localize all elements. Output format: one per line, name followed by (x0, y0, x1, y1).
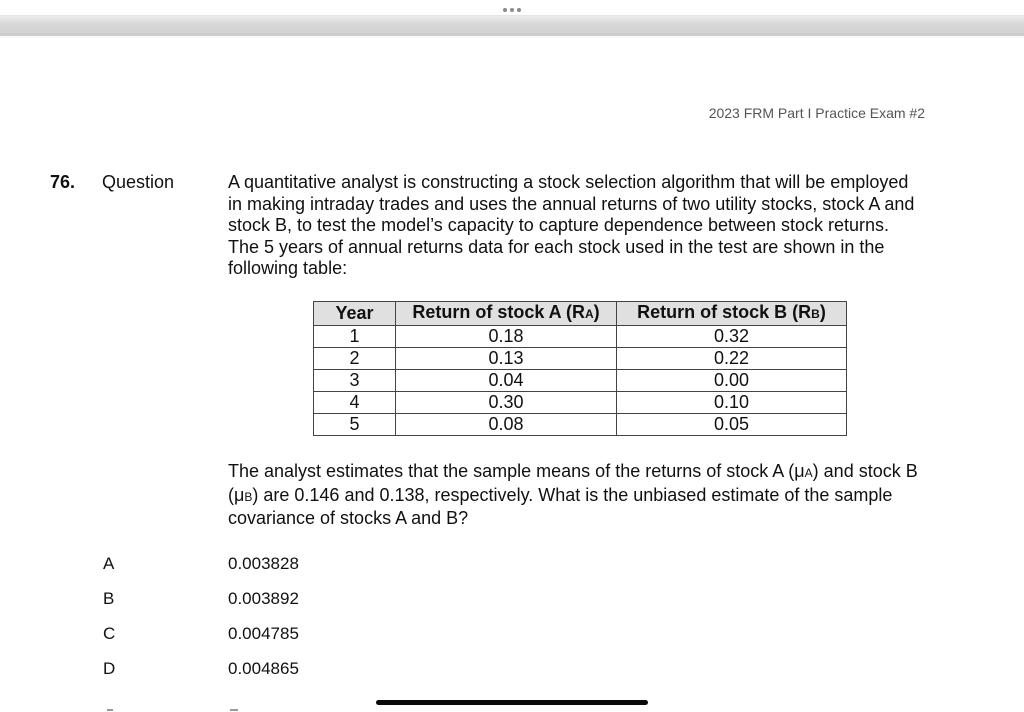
cell-year: 5 (314, 414, 396, 436)
option-a-letter[interactable]: A (103, 554, 115, 573)
table-row (314, 348, 847, 370)
table-row (314, 326, 847, 348)
cell-return-b: 0.32 (617, 326, 847, 348)
table-row (314, 370, 847, 392)
question-followup (228, 461, 948, 530)
dot (517, 8, 521, 12)
option-c-letter[interactable]: C (103, 624, 116, 643)
question-label: Question (102, 172, 175, 192)
dot (510, 8, 514, 12)
cell-return-a: 0.08 (396, 414, 617, 436)
option-b-letter[interactable]: B (103, 589, 115, 608)
cut-off-text-fragment (107, 709, 113, 711)
option-d-letter[interactable]: D (103, 659, 116, 678)
cell-return-a: 0.13 (396, 348, 617, 370)
header-return-b-close: ) (819, 302, 826, 322)
table-row (314, 414, 847, 436)
cell-return-b: 0.10 (617, 392, 847, 414)
followup-text-1: The analyst estimates that the sample means of the returns of stock A (μ (228, 461, 805, 481)
option-c-value[interactable]: 0.004785 (228, 624, 299, 643)
header-year: Year (314, 302, 396, 326)
cut-off-text-fragment (230, 709, 238, 711)
exam-title: 2023 FRM Part I Practice Exam #2 (708, 105, 925, 121)
more-options-icon[interactable] (503, 8, 521, 12)
header-return-a-close: ) (593, 302, 600, 322)
followup-text-3: ) are 0.146 and 0.138, respectively. What is the unbiased estimate of the sample covariance of stocks A and B? (228, 484, 893, 528)
returns-table (313, 301, 847, 436)
option-d-value[interactable]: 0.004865 (228, 659, 299, 678)
toolbar-band (0, 15, 1024, 36)
cell-return-b: 0.22 (617, 348, 847, 370)
followup-sub-a: A (804, 466, 813, 480)
table-header-row (314, 302, 847, 326)
cell-return-a: 0.18 (396, 326, 617, 348)
header-return-b-text: Return of stock B (R (637, 302, 812, 322)
cell-year: 3 (314, 370, 396, 392)
cell-year: 2 (314, 348, 396, 370)
header-return-b-sub: B (811, 307, 820, 321)
cell-return-a: 0.04 (396, 370, 617, 392)
header-return-a (396, 302, 617, 326)
option-b-value[interactable]: 0.003892 (228, 589, 299, 608)
table-row (314, 392, 847, 414)
cell-return-a: 0.30 (396, 392, 617, 414)
header-return-b (617, 302, 847, 326)
question-stem: A quantitative analyst is constructing a stock selection algorithm that will be employed in making intraday trades and uses the annual returns of two utility stocks, stock A and stock B, to test the model’s capacity to capture dependence between stock returns. The 5 years of annual returns data for each stock used in the test are shown in the following table: (228, 172, 915, 278)
followup-text-2: ) and stock B (μ (228, 461, 918, 505)
question-number: 76. (50, 172, 76, 192)
dot (503, 8, 507, 12)
cell-year: 1 (314, 326, 396, 348)
option-a-value[interactable]: 0.003828 (228, 554, 299, 573)
header-return-a-sub: A (585, 307, 594, 321)
cell-return-b: 0.05 (617, 414, 847, 436)
home-indicator[interactable] (376, 700, 648, 705)
followup-sub-b: B (244, 489, 253, 504)
cell-return-b: 0.00 (617, 370, 847, 392)
header-return-a-text: Return of stock A (R (412, 302, 585, 322)
cell-year: 4 (314, 392, 396, 414)
